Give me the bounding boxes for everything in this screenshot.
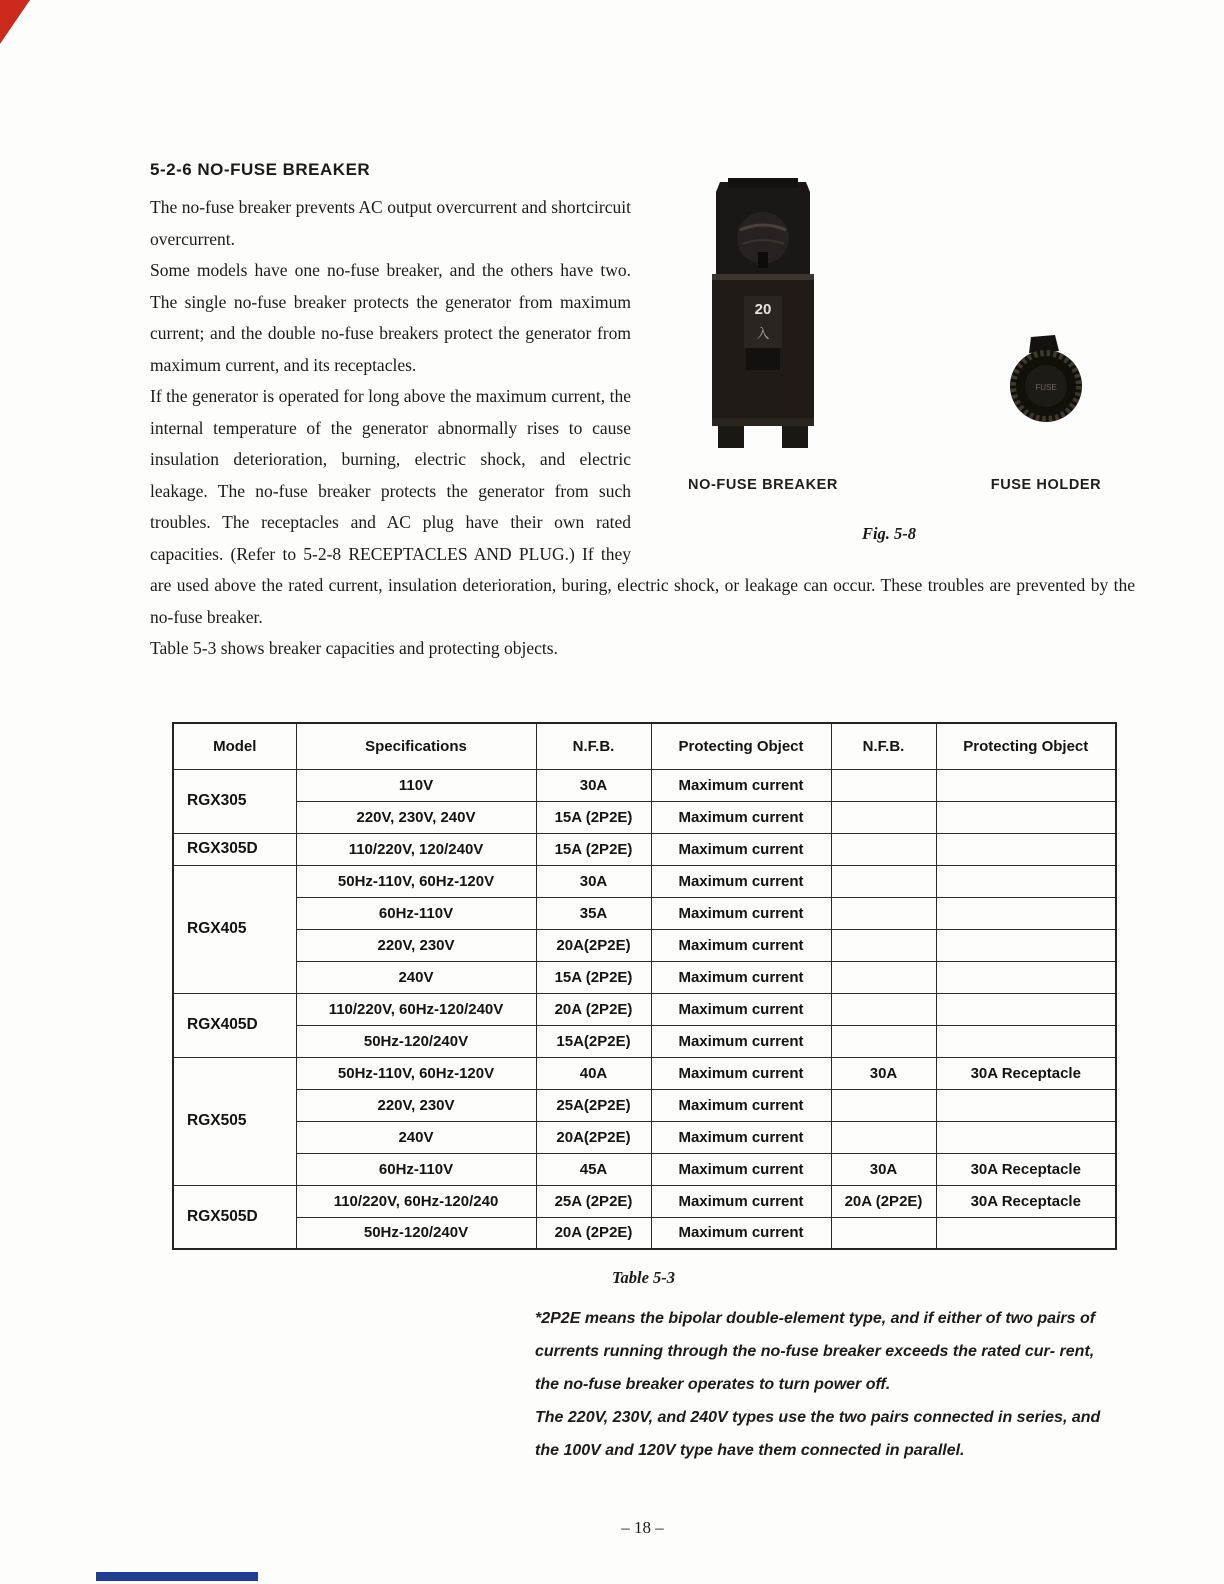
paragraph-2: Some models have one no-fuse breaker, and the others have two. The single no-fuse breaker protects the generator from maximum current; and the double no-fuse breakers protect the generator from maximum current, and its receptacles. (150, 260, 631, 375)
column-header: Protecting Object (651, 723, 831, 769)
nfb-cell: 20A(2P2E) (536, 929, 651, 961)
nfb2-cell (831, 929, 936, 961)
footnote (535, 1302, 1120, 1467)
protect2-cell (936, 993, 1116, 1025)
protect2-cell (936, 769, 1116, 801)
protect-cell: Maximum current (651, 1057, 831, 1089)
protect-cell: Maximum current (651, 833, 831, 865)
section-heading: 5-2-6 NO-FUSE BREAKER (150, 160, 371, 179)
table-row (173, 1153, 1116, 1185)
nfb-cell: 25A(2P2E) (536, 1089, 651, 1121)
nfb-cell: 15A(2P2E) (536, 1025, 651, 1057)
table-row (173, 961, 1116, 993)
protect2-cell (936, 801, 1116, 833)
table-row (173, 769, 1116, 801)
table-row (173, 929, 1116, 961)
nfb2-cell (831, 1121, 936, 1153)
nfb2-cell (831, 993, 936, 1025)
protect-cell: Maximum current (651, 1153, 831, 1185)
nfb2-cell (831, 769, 936, 801)
spec-cell: 220V, 230V, 240V (296, 801, 536, 833)
nfb-cell: 40A (536, 1057, 651, 1089)
paragraph-4: Table 5-3 shows breaker capacities and protecting objects. (150, 638, 558, 658)
protect2-cell (936, 929, 1116, 961)
nfb2-cell: 30A (831, 1057, 936, 1089)
spec-cell: 50Hz-110V, 60Hz-120V (296, 1057, 536, 1089)
nfb-cell: 15A (2P2E) (536, 833, 651, 865)
table-row (173, 1185, 1116, 1217)
breaker-table (172, 722, 1117, 1250)
spec-cell: 50Hz-110V, 60Hz-120V (296, 865, 536, 897)
spec-cell: 240V (296, 961, 536, 993)
nfb2-cell (831, 1025, 936, 1057)
footnote-line-1: *2P2E means the bipolar double-element type, and if either of two pairs of currents running through the no-fuse breaker exceeds the rated cur- rent, the no-fuse breaker operates to turn power off. (535, 1310, 1096, 1393)
spec-cell: 110/220V, 60Hz-120/240 (296, 1185, 536, 1217)
column-header: N.F.B. (831, 723, 936, 769)
model-cell: RGX405D (173, 993, 296, 1057)
protect-cell: Maximum current (651, 1025, 831, 1057)
spec-cell: 60Hz-110V (296, 1153, 536, 1185)
protect-cell: Maximum current (651, 961, 831, 993)
spec-cell: 60Hz-110V (296, 897, 536, 929)
protect-cell: Maximum current (651, 897, 831, 929)
nfb2-cell (831, 1089, 936, 1121)
table-header-row (173, 723, 1116, 769)
nfb2-cell (831, 801, 936, 833)
protect-cell: Maximum current (651, 865, 831, 897)
protect2-cell (936, 1217, 1116, 1249)
protect-cell: Maximum current (651, 801, 831, 833)
protect-cell: Maximum current (651, 1121, 831, 1153)
spec-cell: 110V (296, 769, 536, 801)
nfb2-cell: 20A (2P2E) (831, 1185, 936, 1217)
table-row (173, 1089, 1116, 1121)
nfb-cell: 15A (2P2E) (536, 801, 651, 833)
spec-cell: 110/220V, 60Hz-120/240V (296, 993, 536, 1025)
column-header: Specifications (296, 723, 536, 769)
table-row (173, 897, 1116, 929)
spec-cell: 110/220V, 120/240V (296, 833, 536, 865)
model-cell: RGX505 (173, 1057, 296, 1185)
protect-cell: Maximum current (651, 929, 831, 961)
svg-text:入: 入 (756, 326, 770, 341)
nfb-cell: 35A (536, 897, 651, 929)
protect2-cell (936, 1089, 1116, 1121)
page-number: – 18 – (621, 1518, 664, 1537)
protect2-cell: 30A Receptacle (936, 1057, 1116, 1089)
nfb2-cell (831, 865, 936, 897)
table-row (173, 1121, 1116, 1153)
no-fuse-breaker-photo (698, 178, 828, 454)
footnote-line-2: The 220V, 230V, and 240V types use the two pairs connected in series, and the 100V and 120V type have them connected in parallel. (535, 1409, 1101, 1459)
figure-caption: Fig. 5-8 (861, 524, 917, 543)
nfb-cell: 25A (2P2E) (536, 1185, 651, 1217)
protect2-cell: 30A Receptacle (936, 1185, 1116, 1217)
paragraph-1: The no-fuse breaker prevents AC output overcurrent and shortcircuit overcurrent. (150, 197, 631, 249)
nfb-cell: 30A (536, 865, 651, 897)
body-text (150, 192, 1135, 665)
column-header: Model (173, 723, 296, 769)
table-row (173, 833, 1116, 865)
fuse-holder-photo (1003, 335, 1088, 423)
table-row (173, 993, 1116, 1025)
nfb2-cell (831, 897, 936, 929)
scan-corner-artifact (0, 0, 30, 44)
paragraph-3: If the generator is operated for long above the maximum current, the internal temperature of the generator abnormally rises to cause insulation deterioration, burning, electric shock, and electric leakage. The no-fuse breaker protects the generator from such troubles. The receptacles and AC plug have their own rated capacities. (Refer to 5-2-8 RECEPTACLES AND PLUG.) If they are used above the rated current, insulation deterioration, buring, electric shock, or leakage can occur. These troubles are prevented by the no-fuse breaker. (150, 386, 1135, 627)
protect2-cell (936, 865, 1116, 897)
nfb-cell: 20A (2P2E) (536, 1217, 651, 1249)
breaker-photo-label: NO-FUSE BREAKER (688, 477, 838, 493)
protect-cell: Maximum current (651, 1089, 831, 1121)
spec-cell: 240V (296, 1121, 536, 1153)
table-row (173, 801, 1116, 833)
nfb-cell: 20A (2P2E) (536, 993, 651, 1025)
protect-cell: Maximum current (651, 1185, 831, 1217)
breaker-switch-label: 20 (754, 301, 772, 318)
protect-cell: Maximum current (651, 993, 831, 1025)
model-cell: RGX305 (173, 769, 296, 833)
figure-5-8 (643, 192, 1135, 544)
footer-rule-artifact (96, 1572, 258, 1581)
protect2-cell (936, 1025, 1116, 1057)
holder-photo-label: FUSE HOLDER (990, 477, 1102, 493)
column-header: N.F.B. (536, 723, 651, 769)
model-cell: RGX305D (173, 833, 296, 865)
spec-cell: 50Hz-120/240V (296, 1025, 536, 1057)
spec-cell: 220V, 230V (296, 929, 536, 961)
table-row (173, 1025, 1116, 1057)
nfb2-cell (831, 833, 936, 865)
nfb2-cell (831, 961, 936, 993)
nfb2-cell: 30A (831, 1153, 936, 1185)
nfb-cell: 30A (536, 769, 651, 801)
protect2-cell (936, 897, 1116, 929)
nfb2-cell (831, 1217, 936, 1249)
spec-cell: 220V, 230V (296, 1089, 536, 1121)
spec-cell: 50Hz-120/240V (296, 1217, 536, 1249)
nfb-cell: 15A (2P2E) (536, 961, 651, 993)
protect2-cell (936, 833, 1116, 865)
table-row (173, 1057, 1116, 1089)
model-cell: RGX505D (173, 1185, 296, 1249)
protect2-cell: 30A Receptacle (936, 1153, 1116, 1185)
protect2-cell (936, 1121, 1116, 1153)
nfb-cell: 45A (536, 1153, 651, 1185)
svg-text:FUSE: FUSE (1035, 383, 1057, 392)
table-row (173, 1217, 1116, 1249)
model-cell: RGX405 (173, 865, 296, 993)
protect2-cell (936, 961, 1116, 993)
table-row (173, 865, 1116, 897)
table-caption: Table 5-3 (611, 1268, 676, 1287)
column-header: Protecting Object (936, 723, 1116, 769)
nfb-cell: 20A(2P2E) (536, 1121, 651, 1153)
protect-cell: Maximum current (651, 769, 831, 801)
protect-cell: Maximum current (651, 1217, 831, 1249)
